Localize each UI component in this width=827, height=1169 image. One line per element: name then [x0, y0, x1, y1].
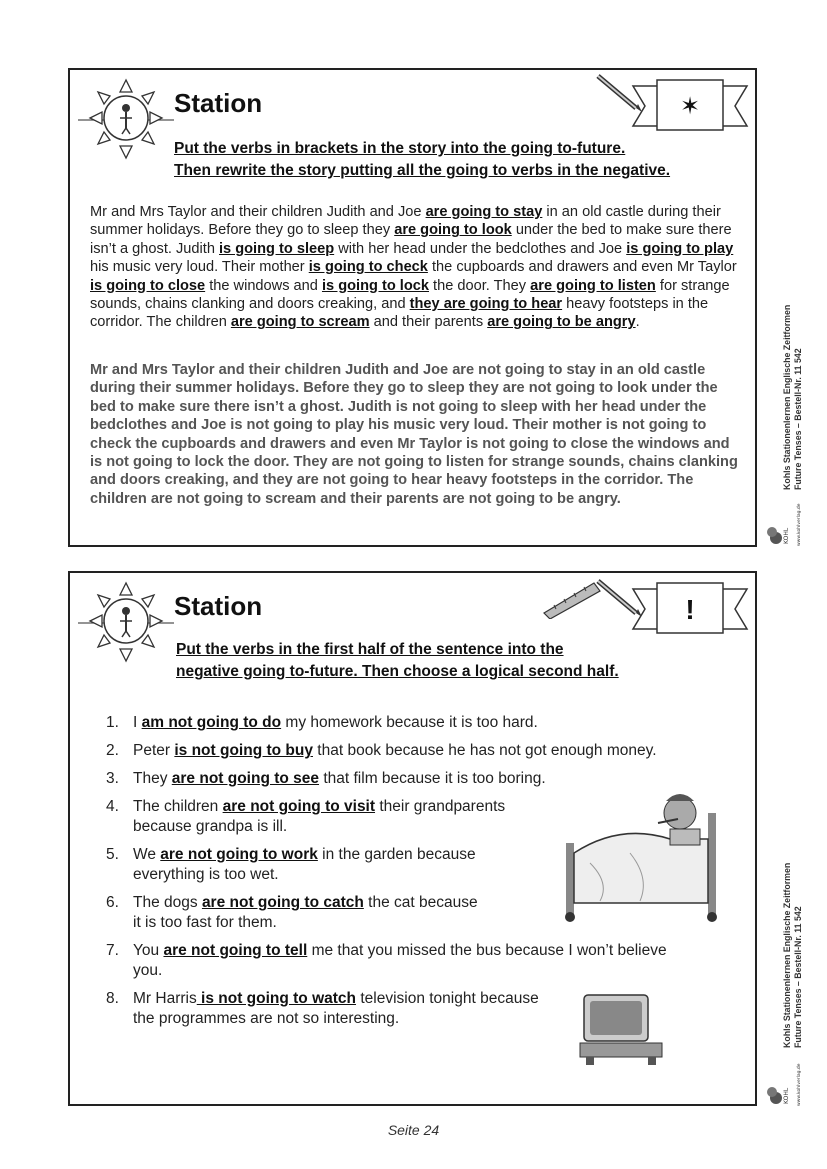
answer-text: are going to scream [230, 314, 370, 331]
answer-text: are going to stay [425, 204, 543, 220]
item-text-end: that film because it is too boring. [319, 770, 546, 787]
item-text-start: I [133, 714, 142, 731]
answer-text: is going to sleep [219, 240, 335, 257]
item-text-end: television tonight because [356, 990, 539, 1007]
item-text-line2: everything is too wet. [133, 866, 279, 883]
story-segment: . [635, 314, 640, 331]
instruction [176, 639, 619, 683]
instruction-line-1: Put the verbs in the first half of the sentence into the [176, 641, 564, 658]
exclamation-badge: ! [685, 594, 695, 625]
svg-text:KOHL: KOHL [783, 1087, 790, 1104]
side-label-2 [782, 838, 818, 1048]
item-text-end: that book because he has not got enough money. [312, 742, 657, 759]
item-text-start: We [133, 846, 161, 863]
item-number: 7. [106, 942, 119, 959]
instruction-line-1: Put the verbs in brackets in the story into the going to-future. [174, 140, 626, 157]
ruler-icon [542, 579, 602, 619]
svg-text:www.kohlverlag.de: www.kohlverlag.de [797, 503, 802, 546]
answer-text: is going to play [626, 240, 734, 257]
station-card-1 [68, 68, 757, 547]
item-text-start: You [133, 942, 164, 959]
item-text-end: the cat because [363, 894, 478, 911]
item-number: 2. [106, 742, 119, 759]
svg-text:KOHL: KOHL [783, 527, 790, 544]
side-label-line2: Future Tenses – Bestell-Nr. 11 542 [793, 348, 803, 490]
item-text-start: The children [133, 798, 223, 815]
story-segment: with her head under the bedclothes and Joe [334, 240, 627, 257]
item-text-end: me that you missed the bus because I won’t believe [307, 942, 667, 959]
item-number: 6. [106, 894, 119, 911]
answer-text: are not going to see [171, 770, 320, 787]
item-text-end: my homework because it is too hard. [281, 714, 538, 731]
answer-text: are not going to visit [222, 798, 376, 815]
answer-text: is going to check [308, 259, 428, 276]
item-text-end: their grandparents [375, 798, 506, 815]
answer-text: they are going to hear [409, 296, 563, 313]
answer-text: are going to be angry [487, 314, 636, 331]
item-text-start: Peter [133, 742, 175, 759]
story-segment: the windows and [205, 277, 322, 294]
publisher-logo-icon [766, 498, 810, 548]
side-label-1 [782, 280, 818, 490]
item-number: 8. [106, 990, 119, 1007]
sun-icon [78, 577, 174, 667]
answer-text: is not going to watch [196, 990, 357, 1007]
banner-icon [631, 76, 749, 134]
story-segment: the door. They [429, 277, 531, 294]
sun-icon [78, 74, 174, 164]
item-number: 1. [106, 714, 119, 731]
item-text-line2: because grandpa is ill. [133, 818, 288, 835]
item-text-line2: it is too fast for them. [133, 914, 277, 931]
publisher-logo-icon [766, 1058, 810, 1108]
side-label-line2: Future Tenses – Bestell-Nr. 11 542 [793, 906, 803, 1048]
story-segment: and their parents [369, 314, 488, 331]
story-segment: his music very loud. Their mother [90, 259, 309, 276]
story-segment: the cupboards and drawers and even Mr Taylor [427, 259, 737, 276]
item-text-start: Mr Harris [133, 990, 197, 1007]
story-segment: under the bed to make sure there isn’t a ghost. Judith [90, 222, 732, 257]
story-segment: heavy footsteps in the corridor. The children [90, 296, 709, 331]
story-segment: Mr and Mrs Taylor and their children Judith and Joe [90, 204, 426, 220]
item-text-start: They [133, 770, 172, 787]
list-item [98, 941, 738, 981]
item-text-end: in the garden because [317, 846, 476, 863]
list-item [98, 713, 738, 733]
item-text-start: The dogs [133, 894, 202, 911]
item-text-line2: you. [133, 962, 163, 979]
instruction-line-2: negative going to-future. Then choose a logical second half. [176, 663, 619, 680]
answer-text: are not going to work [160, 846, 318, 863]
station-title: Station [174, 591, 263, 621]
item-text-line2: the programmes are not so interesting. [133, 1010, 400, 1027]
story-segment: for strange sounds, chains clanking and doors creaking, and [90, 277, 730, 313]
side-label-line1: Kohls Stationenlernen Englische Zeitformen [782, 862, 792, 1048]
answer-text: is not going to buy [174, 742, 313, 759]
television-illustration [576, 991, 666, 1071]
item-number: 3. [106, 770, 119, 787]
station-title: Station [174, 88, 263, 118]
banner-icon [631, 579, 749, 637]
answer-text: are going to listen [530, 277, 656, 294]
story-text [90, 203, 745, 332]
answer-text: are going to look [394, 222, 512, 239]
list-item [98, 741, 738, 761]
answer-text: are not going to catch [201, 894, 364, 911]
instruction [174, 138, 670, 182]
item-number: 4. [106, 798, 119, 815]
svg-text:www.kohlverlag.de: www.kohlverlag.de [797, 1063, 802, 1106]
negative-story-text: Mr and Mrs Taylor and their children Judith and Joe are not going to stay in an old castle during their summer holidays. Before they go to sleep they are not going to look under the bed to make sure there isn’t a ghost. Judith is not going to sleep with her head under the bedclothes and Joe is not going to play his music very loud. Their mother is not going to check the cupboards and drawers and even Mr Taylor is not going to close the windows and is not going to lock the door. They are not going to listen for strange sounds, chains clanking and doors creaking, and they are not going to hear heavy footsteps in the corridor. The children are not going to scream and their parents are not going to be angry. [90, 362, 738, 507]
star-badge: ✶ [679, 92, 701, 120]
instruction-line-2: Then rewrite the story putting all the going to verbs in the negative. [174, 162, 671, 179]
answer-text: are not going to tell [163, 942, 308, 959]
page-number: Seite 24 [387, 1122, 440, 1138]
station-card-2 [68, 571, 757, 1106]
answer-text: is going to close [90, 277, 206, 294]
side-label-line1: Kohls Stationenlernen Englische Zeitformen [782, 304, 792, 490]
answer-text: am not going to do [141, 714, 282, 731]
story-segment: in an old castle during their summer holidays. Before they go to sleep they [90, 204, 721, 239]
item-number: 5. [106, 846, 119, 863]
sick-in-bed-illustration [560, 783, 720, 928]
answer-text: is going to lock [321, 277, 429, 294]
